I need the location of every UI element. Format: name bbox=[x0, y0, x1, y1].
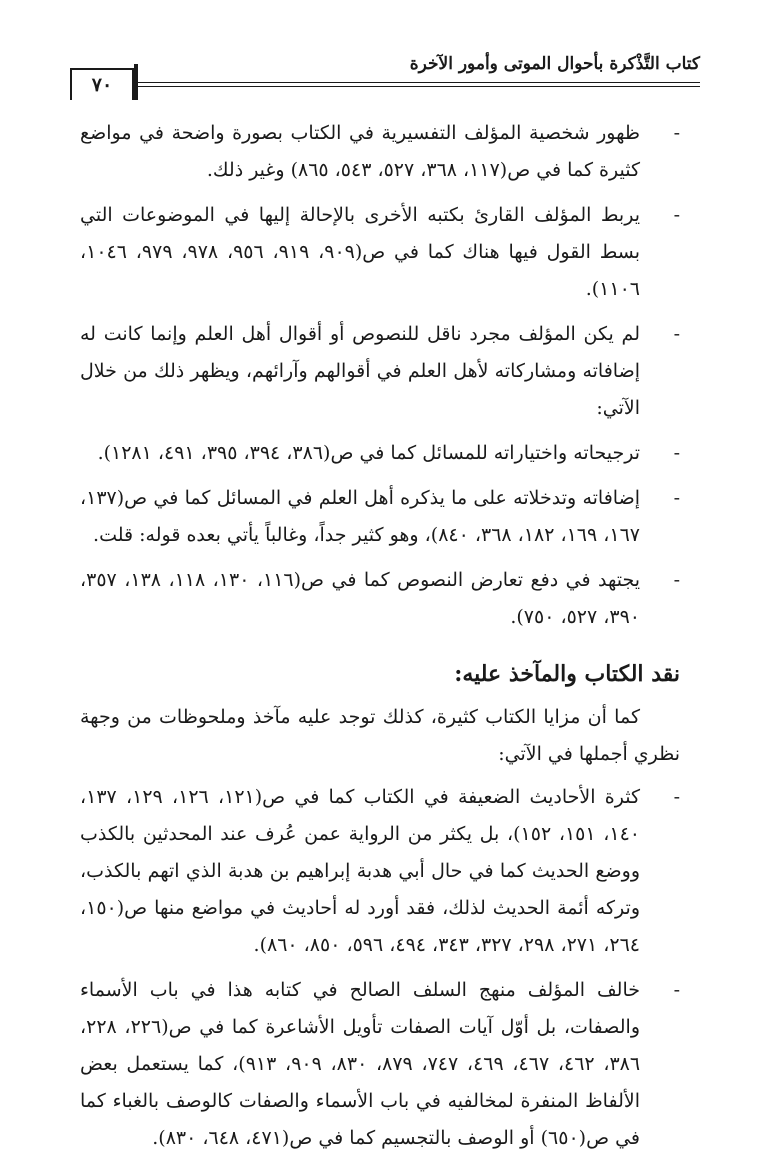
bullet-dash: - bbox=[673, 204, 680, 226]
list-item bbox=[80, 562, 680, 636]
list-item-text: يربط المؤلف القارئ بكتبه الأخرى بالإحالة إليها في الموضوعات التي بسط القول فيها هناك كما في ص(٩٠٩، ٩١٩، ٩٥٦، ٩٧٨، ٩٧٩، ١٠٤٦، ١١٠٦). bbox=[80, 204, 641, 300]
bullet-dash: - bbox=[673, 569, 680, 591]
list-item bbox=[80, 197, 680, 308]
list-item-text: خالف المؤلف منهج السلف الصالح في كتابه هذا في باب الأسماء والصفات، بل أوّل آيات الصفات تأويل الأشاعرة كما في ص(٢٢٦، ٢٢٨، ٣٨٦، ٤٦٢، ٤٦٧، ٤٦٩، ٧٤٧، ٨٧٩، ٨٣٠، ٩٠٩، ٩١٣)، كما يستعمل بعض الألفاظ المنفرة لمخالفيه في باب الأسماء والصفات كالوصف بالغباء كما في ص(٦٥٠) أو الوصف بالتجسيم كما في ص(٤٧١، ٦٤٨، ٨٣٠). bbox=[80, 979, 641, 1149]
page-number-bar bbox=[134, 64, 138, 100]
running-header bbox=[70, 50, 700, 96]
list-item-text: ظهور شخصية المؤلف التفسيرية في الكتاب بصورة واضحة في مواضع كثيرة كما في ص(١١٧، ٣٦٨، ٥٢٧، ٥٤٣، ٨٦٥) وغير ذلك. bbox=[80, 122, 640, 181]
list-item bbox=[80, 480, 680, 554]
page-number: ٧٠ bbox=[70, 68, 134, 100]
bullet-dash: - bbox=[673, 442, 680, 464]
list-item bbox=[80, 316, 680, 427]
section-intro: كما أن مزايا الكتاب كثيرة، كذلك توجد عليه مآخذ وملحوظات من وجهة نظري أجملها في الآتي: bbox=[80, 706, 680, 765]
bullet-dash: - bbox=[673, 487, 680, 509]
list-item-text: يجتهد في دفع تعارض النصوص كما في ص(١١٦، ١٣٠، ١١٨، ١٣٨، ٣٥٧، ٣٩٠، ٥٢٧، ٧٥٠). bbox=[80, 569, 641, 628]
list-item bbox=[80, 435, 680, 472]
list-item-text: ترجيحاته واختياراته للمسائل كما في ص(٣٨٦، ٣٩٤، ٣٩٥، ٤٩١، ١٢٨١). bbox=[97, 442, 640, 464]
bullet-dash: - bbox=[673, 323, 680, 345]
page-body bbox=[80, 115, 680, 1165]
list-item-text: لم يكن المؤلف مجرد ناقل للنصوص أو أقوال أهل العلم وإنما كانت له إضافاته ومشاركاته لأهل العلم في أقوالهم وآرائهم، ويظهر ذلك من خلال الآتي: bbox=[80, 323, 640, 419]
list-item bbox=[80, 972, 680, 1157]
bullet-dash: - bbox=[673, 979, 680, 1001]
list-item bbox=[80, 115, 680, 189]
header-rule bbox=[130, 86, 700, 87]
header-rule bbox=[130, 82, 700, 83]
bullet-dash: - bbox=[673, 786, 680, 808]
book-title: كتاب التَّذْكرة بأحوال الموتى وأمور الآخرة bbox=[409, 54, 700, 74]
list-item bbox=[80, 779, 680, 964]
list-item-text: إضافاته وتدخلاته على ما يذكره أهل العلم في المسائل كما في ص(١٣٧، ١٦٧، ١٦٩، ١٨٢، ٣٦٨، ٨٤٠)، وهو كثير جداً، وغالباً يأتي بعده قوله: قلت. bbox=[80, 487, 640, 546]
section-heading: نقد الكتاب والمآخذ عليه: bbox=[454, 661, 680, 687]
list-item-text: كثرة الأحاديث الضعيفة في الكتاب كما في ص(١٢١، ١٢٦، ١٢٩، ١٣٧، ١٤٠، ١٥١، ١٥٢)، بل يكثر من الرواية عمن عُرف عند المحدثين بالكذب ووضع الحديث كما في حال أبي هدبة إبراهيم بن هدبة الذي اتهم بالكذب، وتركه أئمة الحديث لذلك، فقد أورد له أحاديث في مواضع منها ص(١٥٠، ٢٦٤، ٢٧١، ٢٩٨، ٣٢٧، ٣٤٣، ٤٩٤، ٥٩٦، ٨٥٠، ٨٦٠). bbox=[80, 786, 641, 956]
bullet-dash: - bbox=[673, 122, 680, 144]
